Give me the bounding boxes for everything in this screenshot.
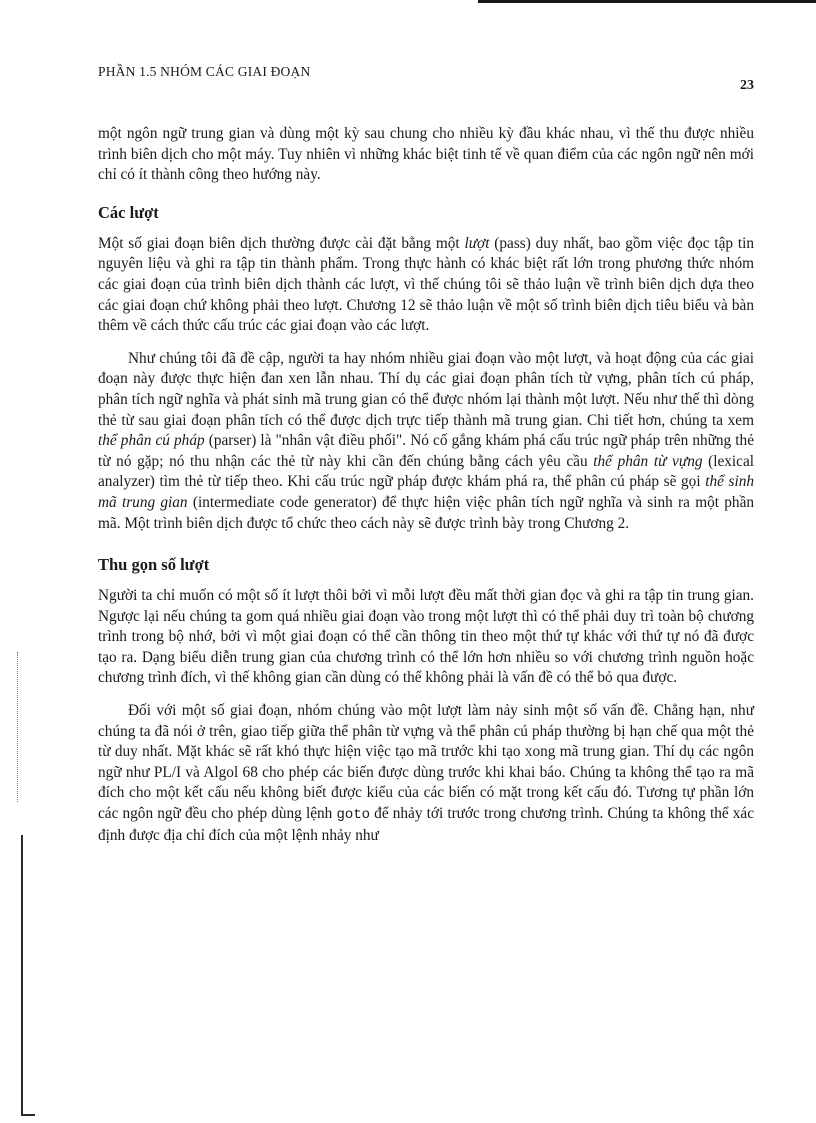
term-code-generator: thể sinh mã trung gian <box>98 473 755 511</box>
section-heading-passes: Các lượt <box>98 202 159 222</box>
running-head: PHẦN 1.5 NHÓM CÁC GIAI ĐOẠN <box>98 64 311 79</box>
top-rule <box>478 0 816 3</box>
page-content <box>98 124 754 846</box>
term-pass: lượt <box>464 234 490 252</box>
section-heading-reducing-passes: Thu gọn số lượt <box>98 555 210 575</box>
margin-binding-foot <box>21 1114 35 1116</box>
keyword-goto: goto <box>336 807 371 824</box>
term-parser: thể phân cú pháp <box>98 432 205 450</box>
margin-binding-line <box>21 835 23 1115</box>
margin-scan-marks <box>17 652 20 802</box>
paragraph-passes-1: Một số giai đoạn biên dịch thường được cài đặt bằng một lượt (pass) duy nhất, bao gồm việc đọc tập tin nguyên liệu và ghi ra tập tin thành phẩm. Trong thực hành có khác biệt rất lớn trong phương thức nhóm các giai đoạn của trình biên dịch thành các lượt, vì thế chúng tôi sẽ thảo luận về trình biên dịch dựa theo các giai đoạn chứ không phải theo lượt. Chương 12 sẽ thảo luận về một số trình biên dịch tiêu biểu và bàn thêm về cách thức cấu trúc các giai đoạn vào các lượt. <box>98 234 754 335</box>
continued-paragraph: một ngôn ngữ trung gian và dùng một kỳ sau chung cho nhiều kỳ đầu khác nhau, vì thế thu được nhiều trình biên dịch cho một máy. Tuy nhiên vì những khác biệt tinh tế về quan điểm của các ngôn ngữ nên mới chỉ có ít thành công theo hướng này. <box>98 125 754 184</box>
paragraph-reducing-1: Người ta chỉ muốn có một số ít lượt thôi bởi vì mỗi lượt đều mất thời gian đọc và ghi ra tập tin trung gian. Ngược lại nếu chúng ta gom quá nhiều giai đoạn vào trong một lượt thì có thể phải duy trì toàn bộ chương trình trong bộ nhớ, bởi vì một giai đoạn có thể cần thông tin theo một thứ tự khác với thứ tự nó đã được tạo ra. Dạng biểu diễn trung gian của chương trình có thể lớn hơn nhiều so với chương trình nguồn hoặc chương trình đích, vì thế không gian cần dùng có thể không phải là vấn đề có thể bỏ qua được. <box>98 587 754 687</box>
paragraph-reducing-2: Đối với một số giai đoạn, nhóm chúng vào một lượt làm nảy sinh một số vấn đề. Chẳng hạn, như chúng ta đã nói ở trên, giao tiếp giữa thể phân từ vựng và thể phân cú pháp thường bị hạn chế qua một thẻ từ duy nhất. Mặt khác sẽ rất khó thực hiện việc tạo mã trước khi tạo xong mã trung gian. Thí dụ các ngôn ngữ như PL/I và Algol 68 cho phép các biến được dùng trước khi khai báo. Chúng ta không thể tạo ra mã đích cho một kết cấu nếu không biết được kiểu của các biến có mặt trong kết cấu đó. Tương tự phần lớn các ngôn ngữ đều cho phép dùng lệnh goto để nhảy tới trước trong chương trình. Chúng ta không thể xác định được địa chỉ đích của một lệnh nhảy như <box>98 702 755 844</box>
page-header <box>98 64 754 93</box>
page-number: 23 <box>740 78 754 93</box>
term-lexical-analyzer: thể phân từ vựng <box>593 452 703 470</box>
paragraph-passes-2: Như chúng tôi đã đề cập, người ta hay nhóm nhiều giai đoạn vào một lượt, và hoạt động của các giai đoạn này được thực hiện đan xen lẫn nhau. Thí dụ các giai đoạn phân tích từ vựng, phân tích cú pháp, phân tích ngữ nghĩa và phát sinh mã trung gian có thể được nhóm lại thành một lượt. Nếu như thế thì dòng thẻ từ sau giai đoạn phân tích có thể được dịch trực tiếp thành mã trung gian. Chi tiết hơn, chúng ta xem thể phân cú pháp (parser) là "nhân vật điều phối". Nó cố gắng khám phá cấu trúc ngữ pháp trên những thẻ từ nó gặp; nó thu nhận các thẻ từ này khi cần đến chúng bằng cách yêu cầu thể phân từ vựng (lexical analyzer) tìm thẻ từ tiếp theo. Khi cấu trúc ngữ pháp được khám phá ra, thể phân cú pháp sẽ gọi thể sinh mã trung gian (intermediate code generator) để thực hiện việc phân tích ngữ nghĩa và sinh ra một phần mã. Một trình biên dịch được tổ chức theo cách này sẽ được trình bày trong Chương 2. <box>98 349 755 532</box>
